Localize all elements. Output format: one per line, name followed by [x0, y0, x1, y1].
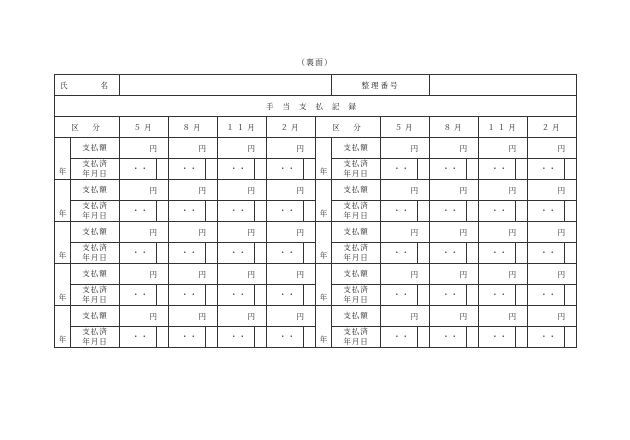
amount-cell[interactable]	[479, 264, 528, 285]
date-divider	[564, 327, 565, 347]
paid-date-label-line2: 年月日	[343, 337, 369, 346]
year-cell-right[interactable]: 年	[316, 264, 332, 306]
paid-date-label-line1: 支払済	[343, 159, 369, 168]
amount-cell[interactable]	[430, 264, 479, 285]
date-separator-dots: ・・	[540, 248, 558, 257]
month-header-aug-left: ８月	[169, 117, 218, 138]
paid-date-cell[interactable]	[267, 285, 316, 306]
category-header-left: 区 分	[55, 117, 120, 138]
paid-date-label-line1: 支払済	[82, 285, 108, 294]
paid-date-label-right	[332, 285, 381, 306]
yen-unit: 円	[557, 186, 566, 195]
date-separator-dots: ・・	[181, 290, 198, 299]
paid-date-label-line2: 年月日	[343, 169, 369, 178]
amount-cell[interactable]	[528, 138, 577, 159]
date-separator-dots: ・・	[230, 206, 247, 215]
paid-date-cell[interactable]	[120, 327, 169, 348]
amount-cell[interactable]	[218, 222, 267, 243]
date-separator-dots: ・・	[230, 332, 247, 341]
yen-unit: 円	[296, 312, 304, 321]
paid-date-cell[interactable]	[430, 327, 479, 348]
amount-row	[55, 180, 577, 201]
yen-unit: 円	[149, 186, 157, 195]
amount-cell[interactable]	[528, 306, 577, 327]
date-separator-dots: ・・	[540, 290, 558, 299]
amount-cell[interactable]	[218, 306, 267, 327]
date-divider	[254, 159, 255, 179]
amount-cell[interactable]	[381, 264, 430, 285]
paid-date-cell[interactable]	[169, 243, 218, 264]
amount-label-left: 支払額	[71, 222, 120, 243]
date-divider	[515, 243, 516, 263]
amount-cell[interactable]	[120, 306, 169, 327]
year-cell-left[interactable]: 年	[55, 306, 71, 348]
amount-cell[interactable]	[430, 138, 479, 159]
date-divider	[466, 327, 467, 347]
date-separator-dots: ・・	[181, 206, 198, 215]
column-header-row	[55, 117, 577, 138]
amount-label-left: 支払額	[71, 306, 120, 327]
paid-date-cell[interactable]	[218, 327, 267, 348]
yen-unit: 円	[296, 144, 304, 153]
date-separator-dots: ・・	[491, 248, 509, 257]
yen-unit: 円	[410, 270, 419, 279]
amount-label-right: 支払額	[332, 306, 381, 327]
paid-date-cell[interactable]	[218, 201, 267, 222]
date-divider	[156, 201, 157, 221]
date-divider	[466, 285, 467, 305]
amount-cell[interactable]	[430, 306, 479, 327]
yen-unit: 円	[296, 186, 304, 195]
month-header-may-left: ５月	[120, 117, 169, 138]
paid-date-cell[interactable]	[218, 159, 267, 180]
paid-date-cell[interactable]	[528, 159, 577, 180]
paid-date-cell[interactable]	[120, 201, 169, 222]
amount-cell[interactable]	[169, 306, 218, 327]
date-separator-dots: ・・	[132, 164, 149, 173]
date-divider	[254, 327, 255, 347]
amount-cell[interactable]	[267, 264, 316, 285]
date-divider	[466, 201, 467, 221]
date-separator-dots: ・・	[279, 206, 296, 215]
amount-cell[interactable]	[120, 264, 169, 285]
paid-date-cell[interactable]	[479, 201, 528, 222]
date-separator-dots: ・・	[540, 164, 558, 173]
paid-date-cell[interactable]	[169, 327, 218, 348]
yen-unit: 円	[296, 228, 304, 237]
paid-date-cell[interactable]	[169, 201, 218, 222]
paid-date-label-right	[332, 201, 381, 222]
date-divider	[205, 201, 206, 221]
date-separator-dots: ・・	[393, 248, 411, 257]
yen-unit: 円	[557, 270, 566, 279]
yen-unit: 円	[557, 312, 566, 321]
date-separator-dots: ・・	[442, 332, 460, 341]
date-separator-dots: ・・	[491, 206, 509, 215]
date-separator-dots: ・・	[132, 248, 149, 257]
paid-date-cell[interactable]	[528, 285, 577, 306]
paid-date-cell[interactable]	[528, 201, 577, 222]
page-caption: （裏面）	[297, 58, 333, 67]
amount-cell[interactable]	[479, 306, 528, 327]
paid-date-cell[interactable]	[479, 159, 528, 180]
yen-unit: 円	[198, 228, 206, 237]
amount-row	[55, 222, 577, 243]
year-cell-left[interactable]: 年	[55, 264, 71, 306]
yen-unit: 円	[508, 270, 517, 279]
paid-date-cell[interactable]	[381, 285, 430, 306]
date-separator-dots: ・・	[181, 332, 198, 341]
date-separator-dots: ・・	[230, 248, 247, 257]
date-divider	[205, 285, 206, 305]
date-divider	[466, 243, 467, 263]
paid-date-label-line2: 年月日	[343, 253, 369, 262]
date-divider	[156, 243, 157, 263]
year-cell-left[interactable]: 年	[55, 180, 71, 222]
amount-cell[interactable]	[528, 180, 577, 201]
date-divider	[205, 159, 206, 179]
year-cell-left[interactable]: 年	[55, 138, 71, 180]
paid-date-label-right	[332, 327, 381, 348]
reference-number-label: 整理番号	[332, 75, 430, 96]
paid-date-label-right	[332, 243, 381, 264]
date-separator-dots: ・・	[181, 248, 198, 257]
record-title: 手当支払記録	[55, 96, 577, 117]
date-separator-dots: ・・	[540, 332, 558, 341]
yen-unit: 円	[508, 228, 517, 237]
date-separator-dots: ・・	[230, 290, 247, 299]
date-separator-dots: ・・	[279, 332, 296, 341]
month-header-feb-right: ２月	[528, 117, 577, 138]
amount-cell[interactable]	[218, 138, 267, 159]
paid-date-cell[interactable]	[430, 285, 479, 306]
paid-date-label-left	[71, 327, 120, 348]
date-divider	[303, 285, 304, 305]
header-row	[55, 75, 577, 96]
date-separator-dots: ・・	[132, 290, 149, 299]
amount-cell[interactable]	[267, 180, 316, 201]
date-divider	[466, 159, 467, 179]
date-separator-dots: ・・	[442, 206, 460, 215]
date-divider	[515, 327, 516, 347]
paid-date-label-line2: 年月日	[82, 169, 108, 178]
yen-unit: 円	[247, 186, 255, 195]
date-separator-dots: ・・	[442, 248, 460, 257]
date-separator-dots: ・・	[393, 290, 411, 299]
paid-date-label-left	[71, 243, 120, 264]
date-separator-dots: ・・	[442, 290, 460, 299]
reference-number-field[interactable]	[430, 75, 577, 96]
year-cell-right[interactable]: 年	[316, 306, 332, 348]
paid-date-cell[interactable]	[381, 327, 430, 348]
date-divider	[156, 159, 157, 179]
date-separator-dots: ・・	[393, 164, 411, 173]
name-label: 氏 名	[55, 75, 120, 96]
yen-unit: 円	[149, 144, 157, 153]
yen-unit: 円	[410, 144, 419, 153]
yen-unit: 円	[410, 312, 419, 321]
month-header-feb-left: ２月	[267, 117, 316, 138]
paid-date-label-line1: 支払済	[82, 243, 108, 252]
month-header-aug-right: ８月	[430, 117, 479, 138]
amount-cell[interactable]	[430, 222, 479, 243]
amount-row	[55, 264, 577, 285]
date-divider	[156, 285, 157, 305]
amount-cell[interactable]	[218, 264, 267, 285]
date-divider	[205, 327, 206, 347]
yen-unit: 円	[198, 144, 206, 153]
date-divider	[564, 243, 565, 263]
date-divider	[303, 327, 304, 347]
date-separator-dots: ・・	[491, 164, 509, 173]
yen-unit: 円	[508, 312, 517, 321]
yen-unit: 円	[459, 186, 468, 195]
amount-cell[interactable]	[430, 180, 479, 201]
year-cell-right[interactable]: 年	[316, 138, 332, 180]
allowance-payment-record-table	[54, 74, 577, 348]
amount-label-left: 支払額	[71, 180, 120, 201]
paid-date-cell[interactable]	[120, 243, 169, 264]
date-divider	[564, 201, 565, 221]
yen-unit: 円	[296, 270, 304, 279]
amount-cell[interactable]	[381, 222, 430, 243]
paid-date-cell[interactable]	[267, 201, 316, 222]
paid-date-label-left	[71, 201, 120, 222]
year-cell-right[interactable]: 年	[316, 222, 332, 264]
yen-unit: 円	[557, 228, 566, 237]
paid-date-cell[interactable]	[169, 159, 218, 180]
yen-unit: 円	[149, 270, 157, 279]
yen-unit: 円	[459, 312, 468, 321]
yen-unit: 円	[557, 144, 566, 153]
month-header-nov-left: １１月	[218, 117, 267, 138]
amount-label-right: 支払額	[332, 264, 381, 285]
date-separator-dots: ・・	[279, 290, 296, 299]
paid-date-cell[interactable]	[430, 201, 479, 222]
amount-cell[interactable]	[169, 180, 218, 201]
date-divider	[515, 159, 516, 179]
name-field[interactable]	[120, 75, 332, 96]
date-divider	[417, 201, 418, 221]
paid-date-cell[interactable]	[430, 159, 479, 180]
title-row	[55, 96, 577, 117]
amount-cell[interactable]	[218, 180, 267, 201]
date-divider	[417, 159, 418, 179]
date-separator-dots: ・・	[279, 248, 296, 257]
paid-date-label-left	[71, 285, 120, 306]
amount-cell[interactable]	[120, 138, 169, 159]
date-separator-dots: ・・	[132, 332, 149, 341]
date-separator-dots: ・・	[132, 206, 149, 215]
category-header-right: 区 分	[316, 117, 381, 138]
amount-cell[interactable]	[479, 180, 528, 201]
amount-cell[interactable]	[381, 306, 430, 327]
paid-date-label-line2: 年月日	[82, 211, 108, 220]
paid-date-label-line2: 年月日	[82, 253, 108, 262]
paid-date-cell[interactable]	[267, 159, 316, 180]
paid-date-label-line2: 年月日	[82, 337, 108, 346]
date-separator-dots: ・・	[491, 332, 509, 341]
yen-unit: 円	[247, 228, 255, 237]
paid-date-cell[interactable]	[120, 159, 169, 180]
paid-date-label-line1: 支払済	[343, 285, 369, 294]
paid-date-cell[interactable]	[479, 285, 528, 306]
yen-unit: 円	[459, 270, 468, 279]
amount-label-right: 支払額	[332, 138, 381, 159]
date-separator-dots: ・・	[181, 164, 198, 173]
date-divider	[417, 285, 418, 305]
paid-date-label-line1: 支払済	[343, 327, 369, 336]
paid-date-cell[interactable]	[381, 243, 430, 264]
amount-cell[interactable]	[528, 222, 577, 243]
date-divider	[515, 201, 516, 221]
amount-cell[interactable]	[267, 222, 316, 243]
paid-date-cell[interactable]	[479, 243, 528, 264]
date-divider	[564, 159, 565, 179]
yen-unit: 円	[198, 270, 206, 279]
amount-label-right: 支払額	[332, 180, 381, 201]
yen-unit: 円	[247, 312, 255, 321]
paid-date-cell[interactable]	[267, 243, 316, 264]
date-divider	[417, 327, 418, 347]
date-divider	[156, 327, 157, 347]
yen-unit: 円	[459, 228, 468, 237]
amount-cell[interactable]	[169, 222, 218, 243]
month-header-may-right: ５月	[381, 117, 430, 138]
paid-date-cell[interactable]	[381, 201, 430, 222]
date-divider	[205, 243, 206, 263]
amount-cell[interactable]	[267, 306, 316, 327]
paid-date-cell[interactable]	[528, 243, 577, 264]
amount-cell[interactable]	[169, 138, 218, 159]
amount-cell[interactable]	[381, 180, 430, 201]
paid-date-cell[interactable]	[169, 285, 218, 306]
paid-date-cell[interactable]	[218, 243, 267, 264]
date-separator-dots: ・・	[230, 164, 247, 173]
paid-date-label-line2: 年月日	[82, 295, 108, 304]
yen-unit: 円	[198, 186, 206, 195]
paid-date-label-line2: 年月日	[343, 295, 369, 304]
date-separator-dots: ・・	[279, 164, 296, 173]
year-cell-right[interactable]: 年	[316, 180, 332, 222]
amount-cell[interactable]	[120, 180, 169, 201]
paid-date-cell[interactable]	[120, 285, 169, 306]
paid-date-cell[interactable]	[479, 327, 528, 348]
amount-cell[interactable]	[528, 264, 577, 285]
yen-unit: 円	[410, 186, 419, 195]
amount-row	[55, 306, 577, 327]
paid-date-cell[interactable]	[381, 159, 430, 180]
paid-date-label-line1: 支払済	[343, 243, 369, 252]
yen-unit: 円	[198, 312, 206, 321]
year-cell-left[interactable]: 年	[55, 222, 71, 264]
month-header-nov-right: １１月	[479, 117, 528, 138]
yen-unit: 円	[149, 228, 157, 237]
amount-cell[interactable]	[120, 222, 169, 243]
date-divider	[254, 201, 255, 221]
yen-unit: 円	[508, 144, 517, 153]
date-separator-dots: ・・	[491, 290, 509, 299]
paid-date-label-line1: 支払済	[343, 201, 369, 210]
paid-date-cell[interactable]	[430, 243, 479, 264]
date-divider	[303, 201, 304, 221]
amount-cell[interactable]	[479, 138, 528, 159]
paid-date-cell[interactable]	[218, 285, 267, 306]
date-separator-dots: ・・	[540, 206, 558, 215]
amount-cell[interactable]	[169, 264, 218, 285]
paid-date-label-line1: 支払済	[82, 159, 108, 168]
yen-unit: 円	[459, 144, 468, 153]
yen-unit: 円	[149, 312, 157, 321]
date-divider	[564, 285, 565, 305]
amount-cell[interactable]	[381, 138, 430, 159]
date-divider	[303, 243, 304, 263]
amount-label-left: 支払額	[71, 264, 120, 285]
date-divider	[515, 285, 516, 305]
paid-date-label-right	[332, 159, 381, 180]
amount-label-left: 支払額	[71, 138, 120, 159]
amount-cell[interactable]	[479, 222, 528, 243]
amount-row	[55, 138, 577, 159]
paid-date-label-left	[71, 159, 120, 180]
paid-date-label-line1: 支払済	[82, 201, 108, 210]
paid-date-cell[interactable]	[528, 327, 577, 348]
yen-unit: 円	[247, 270, 255, 279]
yen-unit: 円	[410, 228, 419, 237]
date-separator-dots: ・・	[393, 332, 411, 341]
date-divider	[254, 243, 255, 263]
date-divider	[417, 243, 418, 263]
amount-cell[interactable]	[267, 138, 316, 159]
date-separator-dots: ・・	[442, 164, 460, 173]
date-divider	[254, 285, 255, 305]
yen-unit: 円	[247, 144, 255, 153]
amount-label-right: 支払額	[332, 222, 381, 243]
date-separator-dots: ・・	[393, 206, 411, 215]
date-divider	[303, 159, 304, 179]
paid-date-label-line1: 支払済	[82, 327, 108, 336]
paid-date-cell[interactable]	[267, 327, 316, 348]
yen-unit: 円	[508, 186, 517, 195]
paid-date-label-line2: 年月日	[343, 211, 369, 220]
